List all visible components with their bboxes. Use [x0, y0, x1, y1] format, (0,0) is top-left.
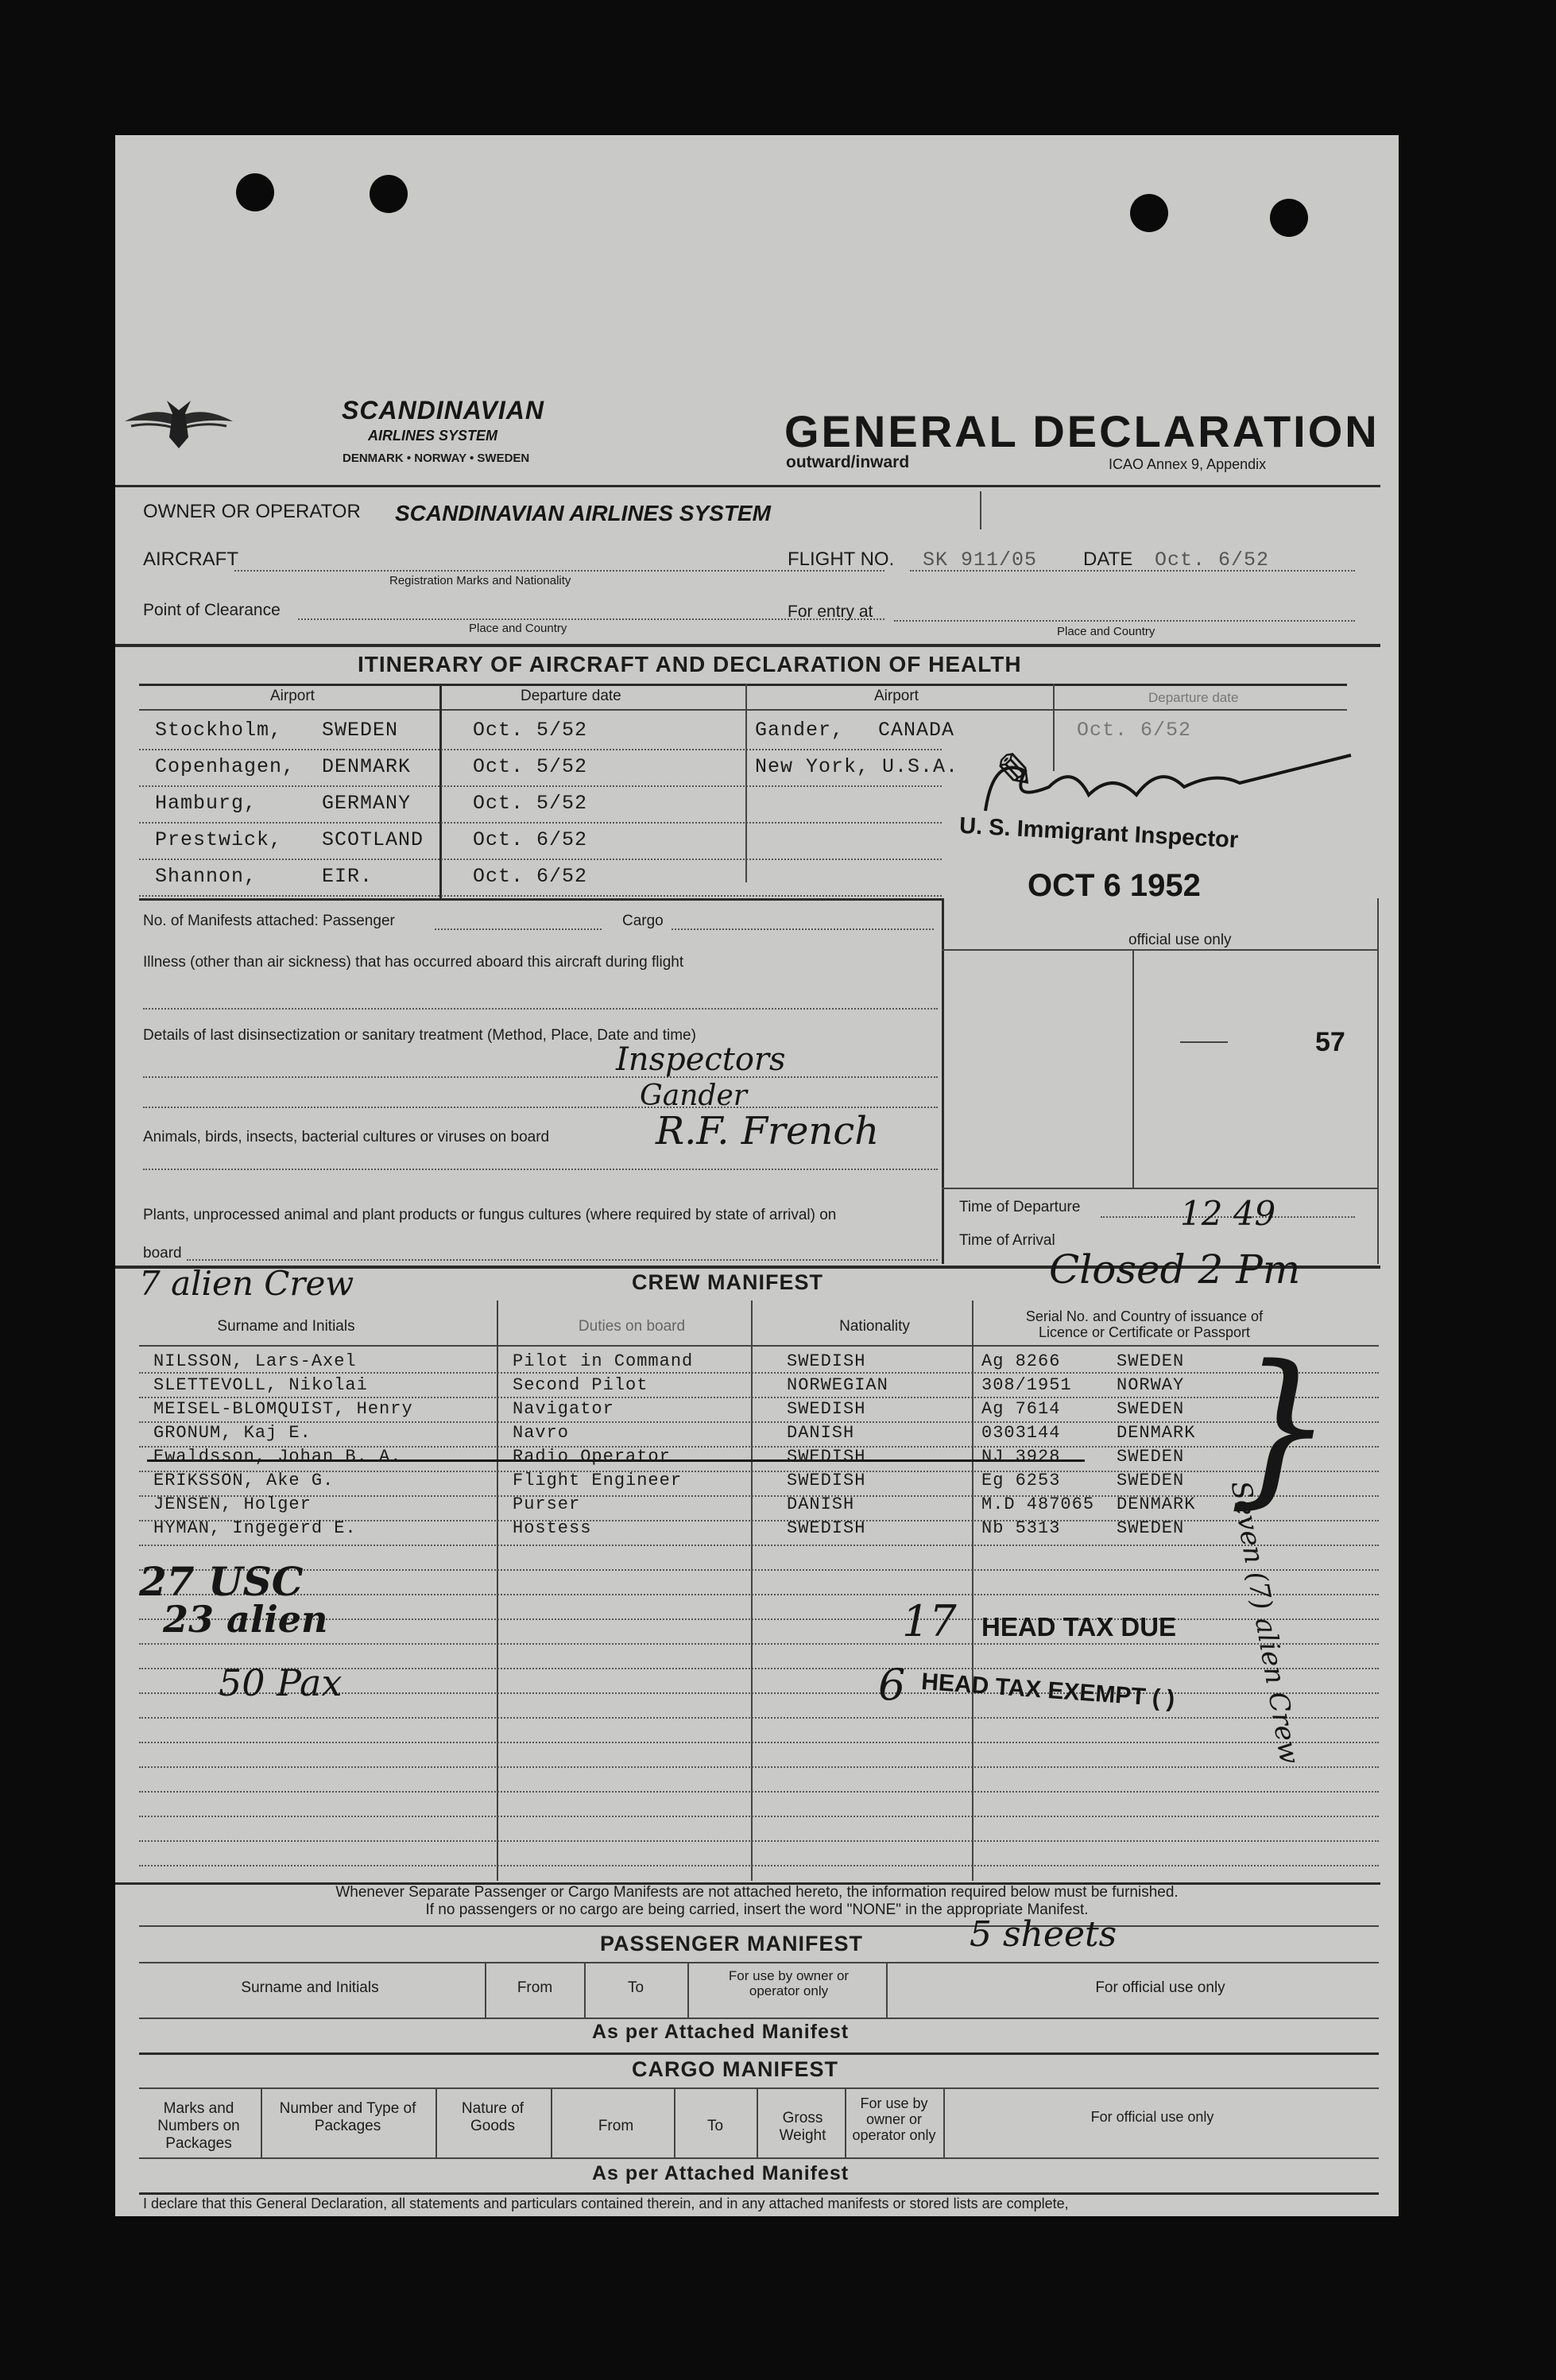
- rule: [139, 709, 1347, 711]
- inspector-signature: ✎: [986, 741, 1035, 804]
- crew-name: HYMAN, Ingegerd E.: [153, 1518, 357, 1538]
- crew-duty: Second Pilot: [513, 1375, 648, 1395]
- col-divider: [439, 684, 442, 898]
- col-divider: [745, 684, 747, 882]
- rule: [139, 1925, 1379, 1927]
- handwritten-5-sheets: 5 sheets: [970, 1914, 1117, 1955]
- note-1: Whenever Separate Passenger or Cargo Manifests are not attached hereto, the information required below must be furnished.: [335, 1884, 1179, 1901]
- crew-row-line: [139, 1545, 1379, 1546]
- disinsect-label: Details of last disinsectization or sanitary treatment (Method, Place, Date and time): [143, 1027, 696, 1044]
- airline-logo: [123, 390, 234, 453]
- crew-title: CREW MANIFEST: [632, 1270, 823, 1294]
- field-divider: [980, 491, 981, 529]
- crew-licence: Ag 7614: [981, 1399, 1061, 1419]
- crew-licence: 0303144: [981, 1423, 1061, 1443]
- line: [143, 1008, 938, 1010]
- rule: [139, 2052, 1379, 2055]
- crew-duty: Radio Operator: [513, 1447, 671, 1467]
- col-departure: Departure date: [1148, 690, 1239, 705]
- crew-name: Ewaldsson, Johan B. A.: [153, 1447, 402, 1467]
- crew-nationality: SWEDISH: [787, 1518, 866, 1538]
- official-use-label: official use only: [1128, 932, 1232, 948]
- crew-nationality: SWEDISH: [787, 1399, 866, 1419]
- itinerary-city: Stockholm,: [155, 719, 283, 742]
- handwritten-closed: Closed 2 Pm: [1049, 1246, 1301, 1293]
- pax-col-name: Surname and Initials: [241, 1979, 379, 1996]
- col-airport: Airport: [270, 688, 315, 704]
- itinerary-city: Copenhagen,: [155, 755, 296, 778]
- crew-name: ERIKSSON, Ake G.: [153, 1471, 335, 1490]
- itinerary-city: Gander,: [755, 719, 845, 742]
- itinerary-date: Oct. 5/52: [473, 755, 588, 778]
- crew-row-line: [139, 1594, 1379, 1595]
- col-divider: [584, 1962, 586, 2018]
- crew-col-nationality: Nationality: [839, 1318, 910, 1335]
- cargo-attached: As per Attached Manifest: [592, 2162, 850, 2184]
- date-value: Oct. 6/52: [1155, 548, 1270, 572]
- airline-countries: DENMARK • NORWAY • SWEDEN: [343, 452, 530, 465]
- itinerary-row-line: [139, 822, 942, 824]
- punch-hole: [1130, 194, 1168, 232]
- col-divider: [687, 1962, 689, 2018]
- crew-nationality: SWEDISH: [787, 1351, 866, 1371]
- declaration-text-1: I declare that this General Declaration, all statements and particulars contained therein, and in any attached manifests or stored lists are complete,: [143, 2196, 1069, 2211]
- col-divider: [751, 1300, 753, 1881]
- itinerary-row-line: [139, 859, 942, 860]
- pax-col-from: From: [517, 1979, 553, 1996]
- crew-row-line: [139, 1569, 1379, 1571]
- date-label: DATE: [1083, 548, 1133, 570]
- crew-duty: Purser: [513, 1494, 581, 1514]
- col-divider: [972, 1300, 973, 1881]
- official-number: 57: [1315, 1027, 1345, 1057]
- col-divider: [674, 2087, 675, 2157]
- itinerary-country: EIR.: [322, 865, 374, 888]
- cargo-col-marks: Marks and Numbers on Packages: [157, 2100, 240, 2152]
- crew-duty: Hostess: [513, 1518, 592, 1538]
- itinerary-date: Oct. 6/52: [473, 828, 588, 851]
- crew-licence: NJ 3928: [981, 1447, 1061, 1467]
- time-arrival-label: Time of Arrival: [959, 1232, 1055, 1249]
- entry-line: [894, 620, 1355, 622]
- itinerary-row-line: [139, 749, 942, 750]
- crew-nationality: NORWEGIAN: [787, 1375, 888, 1395]
- itinerary-country: CANADA: [878, 719, 955, 742]
- crew-licence-country: SWEDEN: [1117, 1399, 1185, 1419]
- cargo-col-owner: For use by owner or operator only: [852, 2095, 936, 2143]
- rule: [139, 1962, 1379, 1963]
- col-divider: [757, 2087, 758, 2157]
- line: [143, 1076, 938, 1078]
- cargo-col-official: For official use only: [1090, 2109, 1214, 2125]
- cargo-col-number: Number and Type of Packages: [279, 2100, 416, 2134]
- flight-label: FLIGHT NO.: [788, 548, 895, 570]
- crew-row-line: [139, 1372, 1379, 1374]
- crew-name: SLETTEVOLL, Nikolai: [153, 1375, 368, 1395]
- crew-licence: Ag 8266: [981, 1351, 1061, 1371]
- note-2: If no passengers or no cargo are being carried, insert the word "NONE" in the appropriate Manifest.: [425, 1901, 1089, 1918]
- manifests-label: No. of Manifests attached: Passenger: [143, 913, 395, 929]
- clearance-hint: Place and Country: [469, 622, 567, 635]
- flight-value: SK 911/05: [923, 548, 1038, 572]
- declaration-sheet: [115, 135, 1399, 2216]
- col-departure: Departure date: [521, 688, 621, 704]
- rule: [139, 2018, 1379, 2019]
- crew-duty: Navigator: [513, 1399, 614, 1419]
- col-divider: [551, 2087, 552, 2157]
- rule: [942, 949, 1379, 951]
- crew-name: NILSSON, Lars-Axel: [153, 1351, 357, 1371]
- head-tax-due-stamp: HEAD TAX DUE: [981, 1612, 1177, 1642]
- crew-licence: Nb 5313: [981, 1518, 1061, 1538]
- aircraft-label: AIRCRAFT: [143, 548, 238, 570]
- crew-nationality: SWEDISH: [787, 1447, 866, 1467]
- crew-row-line: [139, 1766, 1379, 1768]
- time-departure-label: Time of Departure: [959, 1199, 1081, 1215]
- crew-bracket: }: [1228, 1329, 1334, 1524]
- itinerary-date: Oct. 5/52: [473, 792, 588, 815]
- col-divider: [261, 2087, 262, 2157]
- rule: [139, 898, 942, 901]
- crew-licence-country: SWEDEN: [1117, 1518, 1185, 1538]
- crew-duty: Flight Engineer: [513, 1471, 683, 1490]
- owner-label: OWNER OR OPERATOR: [143, 501, 361, 522]
- rule: [139, 1345, 1379, 1347]
- handwritten-23: 23 alien: [163, 1598, 328, 1641]
- icao-annex: ICAO Annex 9, Appendix: [1109, 456, 1267, 472]
- handwritten-signature-french: R.F. French: [656, 1109, 880, 1153]
- plants-label: Plants, unprocessed animal and plant products or fungus cultures (where required by state of arrival) on: [143, 1207, 837, 1223]
- crew-row-line: [139, 1397, 1379, 1398]
- crew-row-line: [139, 1717, 1379, 1719]
- clearance-label: Point of Clearance: [143, 601, 281, 619]
- handwritten-alien-crew: 7 alien Crew: [139, 1264, 354, 1303]
- rule: [942, 1188, 1379, 1189]
- itinerary-country: SWEDEN: [322, 719, 399, 742]
- crew-licence-country: SWEDEN: [1117, 1447, 1185, 1467]
- crew-row-line: [139, 1865, 1379, 1866]
- cargo-col-nature: Nature of Goods: [461, 2100, 524, 2134]
- line: [672, 928, 934, 930]
- col-divider: [497, 1300, 498, 1881]
- rule: [139, 2192, 1379, 2195]
- handwritten-6: 6: [878, 1660, 906, 1710]
- head-tax-exempt-stamp: HEAD TAX EXEMPT ( ): [920, 1668, 1176, 1713]
- line: [1180, 1041, 1228, 1043]
- punch-hole: [370, 175, 408, 213]
- crew-duty: Navro: [513, 1423, 570, 1443]
- pax-attached: As per Attached Manifest: [592, 2021, 850, 2043]
- handwritten-27: 27 USC: [139, 1558, 304, 1605]
- animals-label: Animals, birds, insects, bacterial cultures or viruses on board: [143, 1129, 550, 1145]
- handwritten-gander: Gander: [640, 1080, 747, 1112]
- rule: [115, 644, 1380, 647]
- itinerary-city: Prestwick,: [155, 828, 283, 851]
- line: [187, 1259, 938, 1261]
- itinerary-country: GERMANY: [322, 792, 412, 815]
- col-divider: [1132, 949, 1134, 1188]
- passenger-title: PASSENGER MANIFEST: [600, 1932, 864, 1956]
- rule: [139, 684, 1347, 686]
- line: [143, 1107, 938, 1108]
- punch-hole: [236, 173, 274, 211]
- cargo-col-to: To: [706, 2118, 724, 2134]
- crew-col-name: Surname and Initials: [217, 1318, 355, 1335]
- handwritten-side-note: Seven (7) alien Crew: [1224, 1479, 1306, 1767]
- crew-name: JENSEN, Holger: [153, 1494, 312, 1514]
- illness-label: Illness (other than air sickness) that has occurred aboard this aircraft during flight: [143, 954, 684, 971]
- crew-row-line: [139, 1742, 1379, 1743]
- itinerary-city: Shannon,: [155, 865, 257, 888]
- plants-label-2: board: [143, 1245, 182, 1262]
- crew-col-duties: Duties on board: [578, 1318, 686, 1335]
- crew-name: GRONUM, Kaj E.: [153, 1423, 312, 1443]
- col-divider: [845, 2087, 846, 2157]
- airline-name: SCANDINAVIAN: [342, 396, 544, 424]
- crew-licence: Eg 6253: [981, 1471, 1061, 1490]
- itinerary-country: SCOTLAND: [322, 828, 424, 851]
- line: [435, 928, 602, 930]
- itinerary-city: New York, U.S.A.: [755, 755, 959, 778]
- crew-licence-country: SWEDEN: [1117, 1471, 1185, 1490]
- col-divider: [435, 2087, 437, 2157]
- col-divider: [943, 2087, 945, 2157]
- form-subtitle: outward/inward: [786, 453, 910, 471]
- col-divider: [886, 1962, 888, 2018]
- form-title: GENERAL DECLARATION: [784, 406, 1380, 456]
- crew-name: MEISEL-BLOMQUIST, Henry: [153, 1399, 413, 1419]
- crew-nationality: DANISH: [787, 1423, 855, 1443]
- official-box-border: [942, 898, 944, 1264]
- itinerary-city: Hamburg,: [155, 792, 257, 815]
- col-airport: Airport: [874, 688, 919, 704]
- line: [143, 1169, 938, 1170]
- itinerary-date: Oct. 6/52: [473, 865, 588, 888]
- airline-sub: AIRLINES SYSTEM: [368, 428, 498, 444]
- cargo-col-weight: Gross Weight: [779, 2110, 826, 2144]
- cargo-title: CARGO MANIFEST: [632, 2057, 838, 2081]
- itinerary-row-line: [139, 895, 942, 897]
- crew-licence-country: SWEDEN: [1117, 1351, 1185, 1371]
- crew-row-line: [139, 1791, 1379, 1793]
- strike-line: [147, 1459, 1085, 1462]
- official-box-border: [1377, 898, 1379, 1264]
- handwritten-17: 17: [902, 1596, 957, 1646]
- handwritten-inspectors: Inspectors: [616, 1041, 786, 1078]
- entry-label: For entry at: [788, 603, 873, 621]
- itinerary-date: Oct. 5/52: [473, 719, 588, 742]
- handwritten-50-pax: 50 Pax: [219, 1661, 343, 1704]
- crew-row-line: [139, 1816, 1379, 1817]
- pax-col-to: To: [627, 1979, 644, 1996]
- crew-licence: 308/1951: [981, 1375, 1072, 1395]
- rule: [139, 2157, 1379, 2159]
- owner-value: SCANDINAVIAN AIRLINES SYSTEM: [395, 501, 771, 525]
- crew-col-licence: Serial No. and Country of issuance of Licence or Certificate or Passport: [1025, 1308, 1264, 1340]
- aircraft-hint: Registration Marks and Nationality: [389, 574, 571, 587]
- col-divider: [485, 1962, 486, 2018]
- crew-row-line: [139, 1643, 1379, 1645]
- cargo-label: Cargo: [622, 913, 664, 929]
- crew-duty: Pilot in Command: [513, 1351, 694, 1371]
- flight-line: [910, 570, 1355, 572]
- date-stamp: OCT 6 1952: [1028, 868, 1201, 903]
- pax-col-official: For official use only: [1095, 1979, 1225, 1996]
- itinerary-country: DENMARK: [322, 755, 412, 778]
- itinerary-row-line: [139, 785, 942, 787]
- itinerary-title: ITINERARY OF AIRCRAFT AND DECLARATION OF HEALTH: [358, 652, 1022, 676]
- entry-hint: Place and Country: [1057, 625, 1155, 638]
- punch-hole: [1270, 199, 1308, 237]
- crew-row-line: [139, 1840, 1379, 1842]
- time-arrival-value: 12 49: [1180, 1194, 1276, 1233]
- crew-licence-country: DENMARK: [1117, 1494, 1196, 1514]
- rule: [139, 2087, 1379, 2089]
- pax-col-owner: For use by owner or operator only: [728, 1968, 850, 1998]
- crew-licence-country: DENMARK: [1117, 1423, 1196, 1443]
- crew-licence: M.D 487065: [981, 1494, 1095, 1514]
- crew-licence-country: NORWAY: [1117, 1375, 1185, 1395]
- crew-nationality: SWEDISH: [787, 1471, 866, 1490]
- rule: [115, 485, 1380, 487]
- cargo-col-from: From: [598, 2118, 634, 2134]
- crew-nationality: DANISH: [787, 1494, 855, 1514]
- itinerary-date: Oct. 6/52: [1077, 719, 1192, 742]
- inspector-stamp: U. S. Immigrant Inspector: [958, 812, 1239, 854]
